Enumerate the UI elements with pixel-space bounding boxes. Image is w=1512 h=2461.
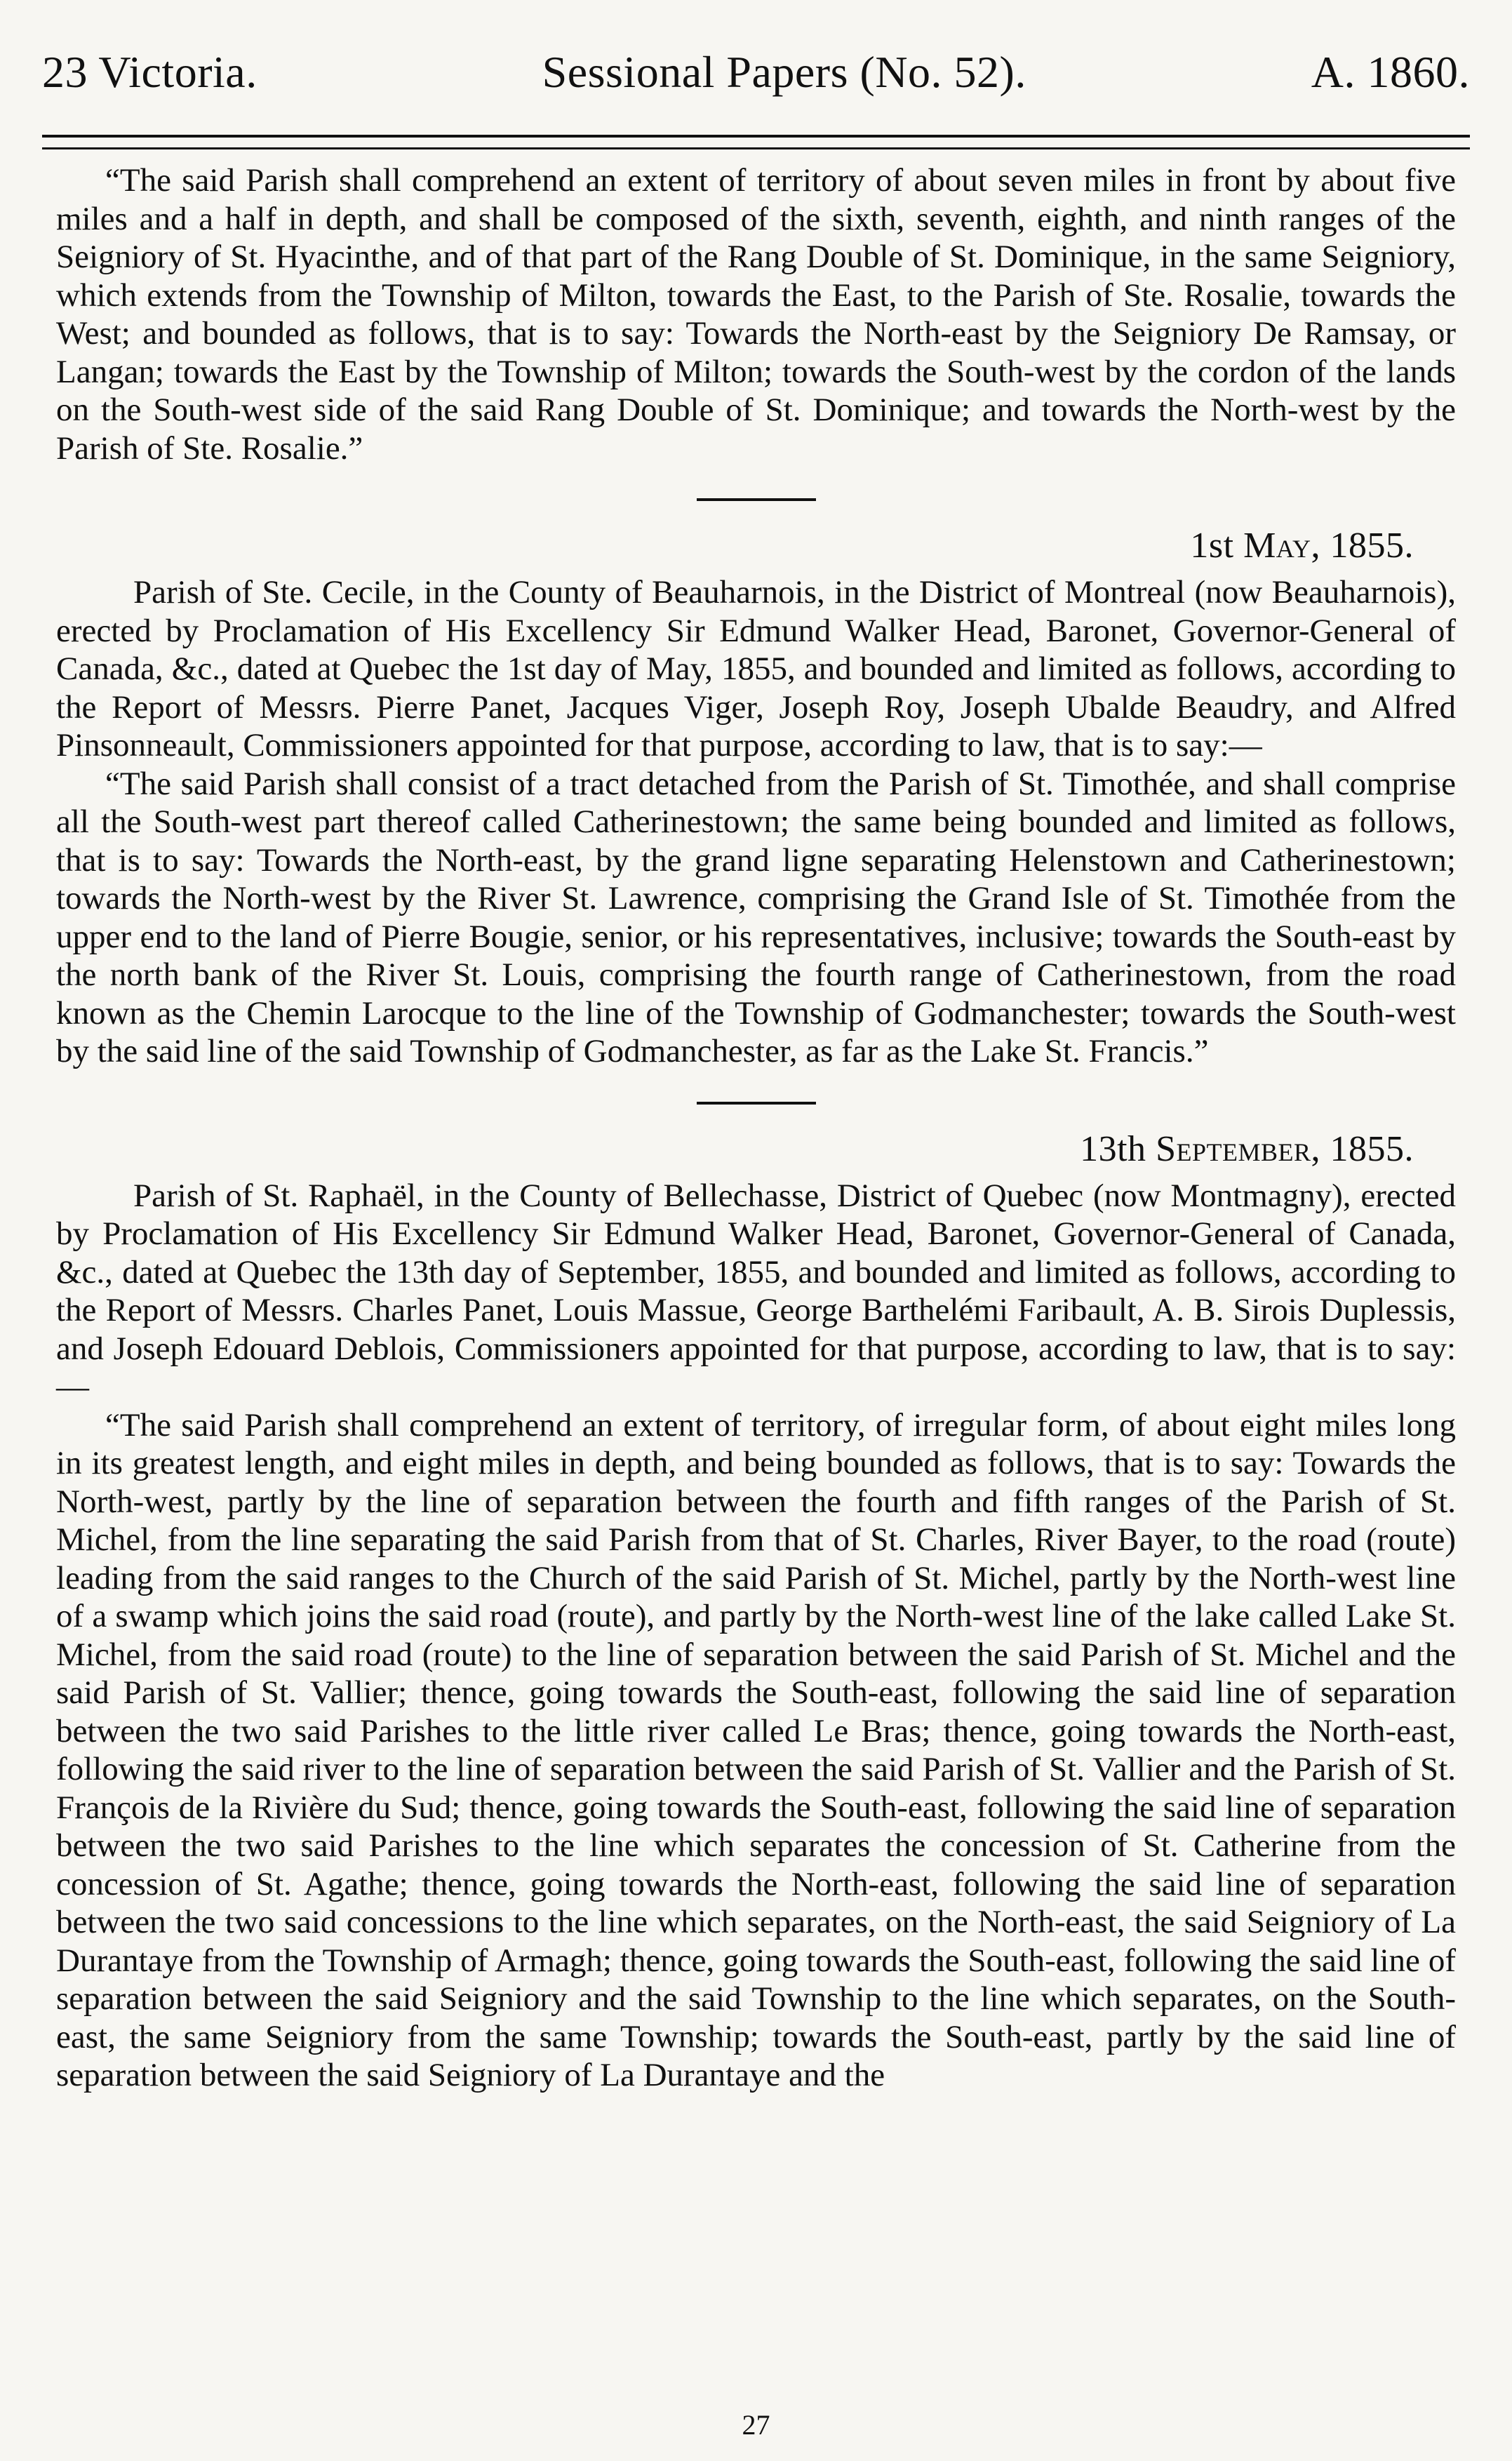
parish-description-quote-3: “The said Parish shall comprehend an extent of territory, of irregular form, of about eight miles long in its greatest length, and eight miles in depth, and being bounded as follows, that is to say: Towards the North-west, partly by the line of separation between the fourth and fifth ranges of the Parish of St. Michel, from the line separating the said Parish from that of St. Charles, River Bayer, to the road (route) leading from the said ranges to the Church of the said Parish of St. Michel, partly by the North-west line of a swamp which joins the said road (route), and partly by the North-west line of the lake called Lake St. Michel, from the said road (route) to the line of separation between the said Parish of St. Michel and the said Parish of St. Vallier; thence, going towards the South-east, following the said line of separation between the two said Parishes to the little river called Le Bras; thence, going towards the North-east, following the said river to the line of separation between the said Parish of St. Vallier and the Parish of St. François de la Rivière du Sud; thence, going towards the South-east, following the said line of separation between the two said Parishes to the line which separates the concession of St. Catherine from the concession of St. Agathe; thence, going towards the North-east, following the said line of separation between the two said concessions to the line which separates, on the North-east, the said Seigniory of La Durantaye from the Township of Armagh; thence, going towards the South-east, following the said line of separation between the said Seigniory and the said Township to the line which separates, on the South-east, the same Seigniory from the same Township; towards the South-east, partly by the said line of separation between the said Seigniory of La Durantaye and the [56,1406,1456,2093]
date-day: 1st [1190,526,1234,566]
parish-intro-ste-cecile: Parish of Ste. Cecile, in the County of Beauharnois, in the District of Montreal (now Beauharnois), erected by Proclamation of His Excellency Sir Edmund Walker Head, Baronet, Governor-General of Canada, &c., dated at Quebec the 1st day of May, 1855, and bounded and limited as follows, according to the Report of Messrs. Pierre Panet, Jacques Viger, Joseph Roy, Joseph Ubalde Beaudry, and Alfred Pinsonneault, Commissioners appointed for that purpose, according to law, that is to say:— [56,574,1456,763]
section-divider-2 [697,1102,816,1105]
page-number: 27 [742,2409,770,2441]
page-body [56,161,1456,2095]
date-day: 13th [1080,1128,1146,1169]
date-month: September [1156,1128,1311,1169]
section-date-1 [56,525,1414,566]
parish-intro-st-raphael: Parish of St. Raphaël, in the County of Bellechasse, District of Quebec (now Montmagny), erected by Proclamation of His Excellency Sir Edmund Walker Head, Baronet, Governor-General of Canada, &c., dated at Quebec the 13th day of September, 1855, and bounded and limited as follows, according to the Report of Messrs. Charles Panet, Louis Massue, George Barthelémi Faribault, A. B. Sirois Duplessis, and Joseph Edouard Deblois, Commissioners appointed for that purpose, according to law, that is to say:— [56,1177,1456,1405]
running-header [42,41,1470,104]
header-double-rule [42,135,1470,149]
parish-description-quote-2: “The said Parish shall consist of a tract detached from the Parish of St. Timothée, and shall comprise all the South-west part thereof called Catherinestown; the same being bounded and limited as follows, that is to say: Towards the North-east, by the grand ligne separating Helenstown and Catherinestown; towards the North-west by the River St. Lawrence, comprising the Grand Isle of St. Timothée from the upper end to the land of Pierre Bougie, senior, or his representatives, inclusive; towards the South-east by the north bank of the River St. Louis, comprising the fourth range of Catherinestown, from the road known as the Chemin Larocque to the line of the Township of Godmanchester; towards the South-west by the said line of the said Township of Godmanchester, as far as the Lake St. Francis.” [56,765,1456,1069]
date-year: , 1855. [1311,526,1414,566]
date-month: May [1243,526,1311,566]
header-year: A. 1860. [1311,47,1470,97]
parish-description-quote-1: “The said Parish shall comprehend an extent of territory of about seven miles in front by about five miles and a half in depth, and shall be composed of the sixth, seventh, eighth, and ninth ranges of the Seigniory of St. Hyacinthe, and of that part of the Rang Double of St. Dominique, in the same Seigniory, which extends from the Township of Milton, towards the East, to the Parish of Ste. Rosalie, towards the West; and bounded as follows, that is to say: Towards the North-east by the Seigniory De Ramsay, or Langan; towards the East by the Township of Milton; towards the South-west by the cordon of the lands on the South-west side of the said Rang Double of St. Dominique; and towards the North-west by the Parish of Ste. Rosalie.” [56,162,1456,467]
section-divider-1 [697,498,816,501]
date-year: , 1855. [1311,1128,1414,1169]
section-date-2 [56,1128,1414,1170]
header-title: Sessional Papers (No. 52). [542,47,1026,97]
header-session: 23 Victoria. [42,47,257,97]
